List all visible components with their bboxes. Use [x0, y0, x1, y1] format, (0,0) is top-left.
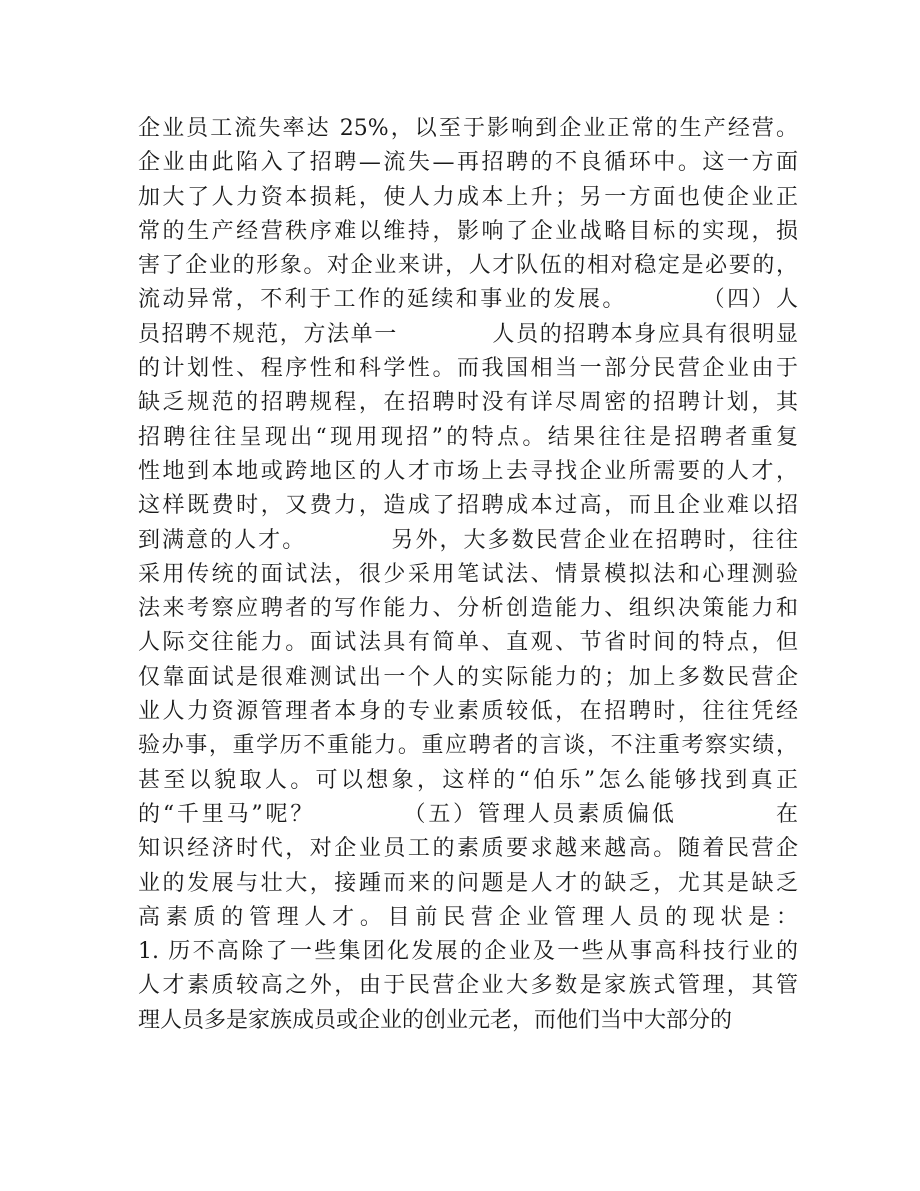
text-line: 企业员工流失率达 25%，以至于影响到企业正常的生产经营。 — [138, 116, 798, 141]
text-line: 理人员多是家族成员或企业的创业元老，而他们当中大部分的 — [138, 1007, 733, 1033]
text-line: 这样既费时，又费力，造成了招聘成本过高，而且企业难以招 — [138, 493, 798, 519]
body-text — [138, 112, 798, 1038]
text-line: 害了企业的形象。对企业来讲，人才队伍的相对稳定是必要的， — [138, 253, 798, 279]
text-line: 的计划性、程序性和科学性。而我国相当一部分民营企业由于 — [138, 356, 798, 382]
text-line: 高素质的管理人才。目前民营企业管理人员的现状是： — [138, 904, 798, 930]
text-line: 企业由此陷入了招聘—流失—再招聘的不良循环中。这一方面 — [138, 150, 798, 176]
text-line: 招聘往往呈现出“现用现招”的特点。结果往往是招聘者重复 — [138, 424, 798, 450]
text-line: 业人力资源管理者本身的专业素质较低，在招聘时，往往凭经 — [138, 699, 798, 725]
text-line: 采用传统的面试法，很少采用笔试法、情景模拟法和心理测验 — [138, 561, 798, 587]
text-line: 加大了人力资本损耗，使人力成本上升；另一方面也使企业正 — [138, 184, 798, 210]
text-line: 缺乏规范的招聘规程，在招聘时没有详尽周密的招聘计划，其 — [138, 390, 798, 416]
text-line: 人际交往能力。面试法具有简单、直观、节省时间的特点，但 — [138, 630, 798, 656]
text-line: 人才素质较高之外，由于民营企业大多数是家族式管理，其管 — [138, 973, 798, 999]
text-line: 到满意的人才。 另外，大多数民营企业在招聘时，往往 — [138, 527, 798, 553]
text-line: 仅靠面试是很难测试出一个人的实际能力的；加上多数民营企 — [138, 664, 798, 690]
text-line: 常的生产经营秩序难以维持，影响了企业战略目标的实现，损 — [138, 218, 798, 244]
text-line: 业的发展与壮大，接踵而来的问题是人才的缺乏，尤其是缺乏 — [138, 870, 798, 896]
text-line: 流动异常，不利于工作的延续和事业的发展。 （四）人 — [138, 287, 798, 313]
text-line: 知识经济时代，对企业员工的素质要求越来越高。随着民营企 — [138, 836, 798, 862]
text-line: 性地到本地或跨地区的人才市场上去寻找企业所需要的人才， — [138, 458, 798, 484]
text-line: 1. 历不高除了一些集团化发展的企业及一些从事高科技行业的 — [138, 939, 798, 965]
text-line: 法来考察应聘者的写作能力、分析创造能力、组织决策能力和 — [138, 596, 798, 622]
text-line: 验办事，重学历不重能力。重应聘者的言谈，不注重考察实绩， — [138, 733, 798, 759]
text-line: 甚至以貌取人。可以想象，这样的“伯乐”怎么能够找到真正 — [138, 767, 798, 793]
text-line: 的“千里马”呢？ （五）管理人员素质偏低 在 — [138, 801, 798, 827]
text-line: 员招聘不规范，方法单一 人员的招聘本身应具有很明显 — [138, 321, 798, 347]
